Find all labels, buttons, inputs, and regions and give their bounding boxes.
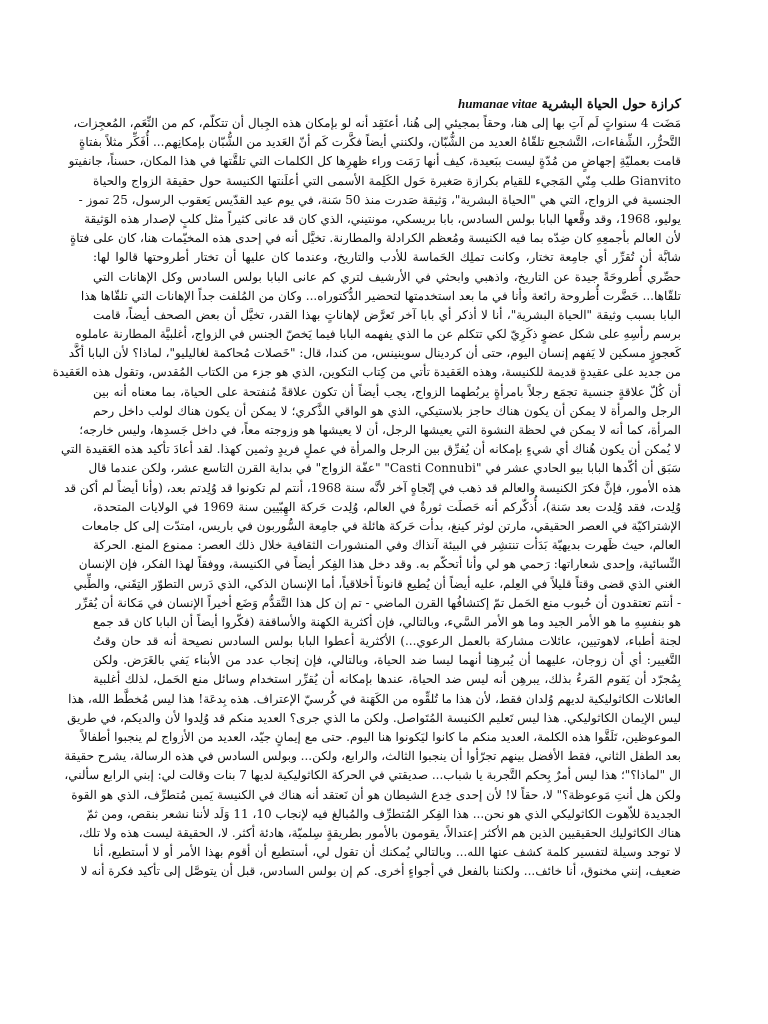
text-line: العائلات الكاثوليكية لديهم وُلدان فقط، لأن هذا ما تُلقِّوه من الكَهَنة في كُرسيّ الإعتراف. هذه بِدعَة! هذا ليس مُخطَّط الله، هذا — [68, 691, 681, 706]
text-line: الرجل والمرأة لا يمكن أن يكون هناك حاجز بلاستيكي، الذي هو الواقي الذَّكري؛ لا يمكن أن يكون هناك لولب داخل رحم — [93, 403, 681, 418]
text-line: ضعيف، إنني مخنوق، أنا خائف... ولكننا بالفعل في أجواءٍ أخرى. كم إن بولس السادس، قبل أن يتوصَّل إلى تأكيد فكرة أنه لا — [80, 864, 681, 879]
text-line: لا يُمكن أن يكون هُناك أي شيءٍ بإمكانه أن يُفرِّق بين الرجل والمرأة في عملٍ فريدٍ وثمين كهذا. لقد أعادَ تأكيد هذه العَقيدة التي — [61, 442, 681, 457]
text-line: المرأة، كما أنه لا يمكن في لحظة النشوة التي يعيشها الرجل، أن لا يعيشها هو وزوجته معاً، في داخل جَسدِها، وليس خارجه؛ — [79, 423, 681, 437]
text-line: هذه الأمور، فإنَّ فكرَ الكنيسة والعالم قد ذهب في إتّجاهٍ آخر لأنَّه سنة 1968، أنتم لم تكونوا قد وُلِدتم بعد، (وأنا أيضاً لم أكن قد — [64, 480, 681, 495]
text-line: ولكن هل أنتِ مَوعوظة؟" لا، حقاً لا! لأن إحدى خِدع الشيطان هو أن نَعتقد أنه هناك في الكنيسة يَمين مُتطرِّف، الذي هو القوة — [71, 787, 681, 802]
text-line: أن كُلّ علاقةٍ جنسية تجمَع رجلاً بامرأةٍ يربُطهما الزواج، يجب أيضاً أن تكون علاقةً مُنفتحة على الحياة، بما معناه أنه بين — [93, 384, 681, 399]
text-line: شابَّة أن تُقرِّر أي جامِعة تختار، وكانت تملِك الحَماسة للأدب والتاريخ، وعندما كان عليها أن تختار أطروحتها قالوا لها: — [93, 250, 681, 265]
title-latin: humanae vitae — [458, 96, 538, 111]
text-line: مَضَت 4 سنواتٍ لَم آتِ بها إلى هنا، وحقاً بمجيئي إلى هُنا، أعتَقِد أنه لو بإمكان هذه الجِبال أن تتكلّم، كم من النِّعَم، المُعجِزات، — [73, 116, 681, 130]
text-line: العالم، حيث ظَهرت بديهيّة بَدَأت تنتشِر في البيئة آنذاك وفي المنشورات الثقافية خلال ذلك العصر: ممنوع المنع. الحركة — [93, 538, 681, 553]
text-line: الغني الذي قضى وقتاً قليلاً في العِلم، عليه أيضاً أن يُطيع قانوناً أخلاقياً، أما الإنسان الذكي، الذي دَرس التطوّر التِقَني، والطِّبي — [73, 576, 681, 591]
text-line: النِّسائية، وإحدى شعاراتها: رَحمي هو لي وأنا أتحكّم به. وقد دخل هذا الفِكر أيضاً في الكنيسة، ووفقاً لهذا الفكر، فإن الإنسان — [78, 557, 681, 572]
text-line: قامت بعمليّةِ إجهاضٍ من مُدّةٍ ليست ببَعيدة، كيف أنها رَمَت وراء ظهرِها كل الكلمات التي تلقَّتها في هذا المكان، حسناً، جانفيتو — [68, 154, 681, 169]
text-line: هو بنفسِهِ ما هو الأمر الجيد وما هو الأمر السَّيء، وبالتالي، فإن أكثرية الكهنة والأساقفة (فكّروا أيضاً أن البابا كان قد جمع — [93, 614, 681, 629]
text-line: ليس الإيمان الكاثوليكي. هذا ليس تَعليم الكنيسة المُتَواصل. ولكن ما الذي جرى؟ العديد منكم قد وُلِدوا لأن والديكم، في طريق — [67, 710, 681, 725]
text-line: - أنتم تعتقدون أن حُبوب منع الحَمل تمّ إكتشافُها القرن الماضي - تم إن كل هذا التَّقدُّم وَضَع أخيراً الإنسان في مَكانة أن يُقرِّر — [75, 595, 681, 610]
document-body — [52, 96, 681, 882]
text-line: لجنة أطباء، لاهوتيين، عائلات مشاركة بالعمل الرعوي...) الأكثرية أعطوا البابا بولس السادس نصيحة أنه قد حان وقتُ — [93, 634, 681, 649]
text-line: الموعوظين، تَلَقَّوا هذه الكلمة، العديد منكم ما كانوا ليَكونوا هنا اليوم. حتى مع إيمانٍ جيّد، العديد من الأزواج لم ينجبوا أطفالاً — [80, 730, 681, 744]
text-line: الجنسية في الزواج، التي هي "الحياة البشرية"، وَثيقة صَدرت منذ 50 سَنة، في يوم عيد القدّيس يَعقوب الرسول، 25 تموز - — [78, 192, 681, 207]
text-line: سَبَق أن أكّدها البابا بيو الحادي عشر في "Casti Connubi" "عفّة الزواج" في بداية القرن التاسع عشر، ولكن عندما قال — [88, 461, 681, 476]
text-line: يوليو، 1968، وقد وقَّعها البابا بولس السادس، بابا بريسكي، مونتيني، الذي كان قد عانى كثيراً مثل كلبٍ لإصدار هذه الوَثيقة — [84, 211, 681, 226]
text-line: ال "لماذا؟"؛ هذا ليس أمرٌ بِحكم التَّجربة يا شباب... صديقتي في الحركة الكاثوليكية لديها 7 بنات وقالت لي: إبني الرابع سألني، — [64, 768, 681, 783]
text-line: برسم رأسِهِ على شكل عضوٍ ذكَرِيّ لكي تتكلم عن ما الذي يفهمه البابا فيما يَخصّ الجنس في الزواج، أغلبيَّة المطارنة عاملوه — [75, 327, 681, 342]
text-line: التَّغيير: أي أن زوجان، عليهما أن يُبرهِنا أنهما ليسا ضد الحياة، وبالتالي، فإن إنجاب عدد من الأبناء يَفي بالغَرَض. ولكن — [93, 653, 681, 668]
text-line: وُلِدت، فقد وُلِدت بعد سَنة)، أُذكّركم أنه حَصلَت ثورةٌ في العالم، وُلِدت حَركة الهِبّيين سنة 1969 في الولايات المتحدة، — [93, 499, 681, 514]
text-line: الجديدة للاّهوت الكاثوليكي الذي هو نحن... هذا الفِكر المُتطرِّف والمُبالغ فيه لإنجاب 10، 11 وَلَد لأننا نشعر بنقص، ومن ثمّ — [86, 806, 681, 821]
text-line: Gianvito طلب مِنّي المَجيء للقيام بكرازة صَغيرة حَول الكَلِمة الأسمى التي أعلَنتها الكنيسة حول حقيقة الزواج والحياة — [93, 173, 681, 188]
text-line: لا توجد وسيلة لتفسير كلمة كشف عنها الله... وبالتالي يُمكنك أن تقول لي، أستطيع أن أقوم بهذا الأمر أو لا أستطيع، أنا — [93, 845, 681, 860]
text-line: بعد الطفل الثاني، فقط الأفضل بينهم تجرّأوا أن ينجبوا الثالث، والرابع، ولكن... وبولس السادس في هذه الرسالة، يشرح حقيقة — [64, 749, 681, 764]
text-line: هناك الكاثوليك الحقيقيين الذين هم الأكثر إعتدالاً، يقومون بالأمور بطريقةٍ سِلميّة، هادئة أكثر. لا، الحقيقة ليست هذه ولا تلك، — [78, 825, 681, 840]
text-line: حصِّري أُطروحَةً جيدة عن التاريخ، واذهبي وابحثي في الأرشيف لتري كم عانى البابا بولس السادس وكل الإهانات التي — [93, 269, 681, 284]
text-line: لأن العالم بأجمعِهِ كان ضِدّه بما فيه الكنيسة ومُعظم الكرادلة والمطارنة. تخيَّل أنه في إحدى هذه المخيّمات هنا، كان على فتاةٍ — [69, 231, 681, 246]
text-line: البابا بسبب وثيقة "الحياة البشرية"، أنا لا أذكر أي بابا آخر تَعرَّض لإهاناتٍ بهذا القدر، تخيَّل أن بعض الصحف أيضاً، قامت — [93, 307, 681, 322]
text-line: التَّحرُّر، الشِّفاءات، التَّشجيع تلقّاهُ العديد من الشُّبّان، ولكنني أيضاً فكَّرت كَم أنّ العَديد من الشُّبّان بإمكانِهم... أُفَكِّر مثلاً بفتاةٍ — [79, 135, 681, 150]
paragraph — [52, 114, 681, 882]
text-line: الإشتراكيّة في العصر الحقيقي، مارتن لوثر كينغ، بدأت حَركة هائلة في جامِعة السُّوربون في باريس، امتدّت إلى كل جامعات — [81, 518, 681, 533]
text-line: بِمُجرّد أن يَقوم المَرءُ بذلك، يبرهِن أنه ليس ضد الحياة، عندها بإمكانه أن يُقرِّر استخدام وسائل منع الحَمل، لذلك أغلبية — [93, 672, 681, 687]
title-arabic: كرازة حول الحياة البشرية — [541, 97, 681, 112]
document-title — [93, 96, 681, 113]
text-line: من جديد على عقيدةٍ قديمة للكنيسة، وهذه العَقيدة تأتي من كِتاب التكوين، الذي هو جزء من الكتاب المُقدس، وتقول هذه العَقيدة — [52, 365, 681, 380]
text-line: تلقّاها... حَضَّرت أُطروحة رائعة وأنا في ما بعد استخدمتها لتحضير الدُّكتوراه... وكان من المُلفت جداً الإهانات التي تلقّاها هذا — [80, 288, 681, 303]
text-line: كَعجوزٍ مسكين لا يَفهم إنسان اليوم، حتى أن كردينال سوينينس، من كندا، قال: "خَصلات مُحاكمة لغاليليو"، لماذا؟ لأن البابا أكَّد — [68, 346, 681, 361]
